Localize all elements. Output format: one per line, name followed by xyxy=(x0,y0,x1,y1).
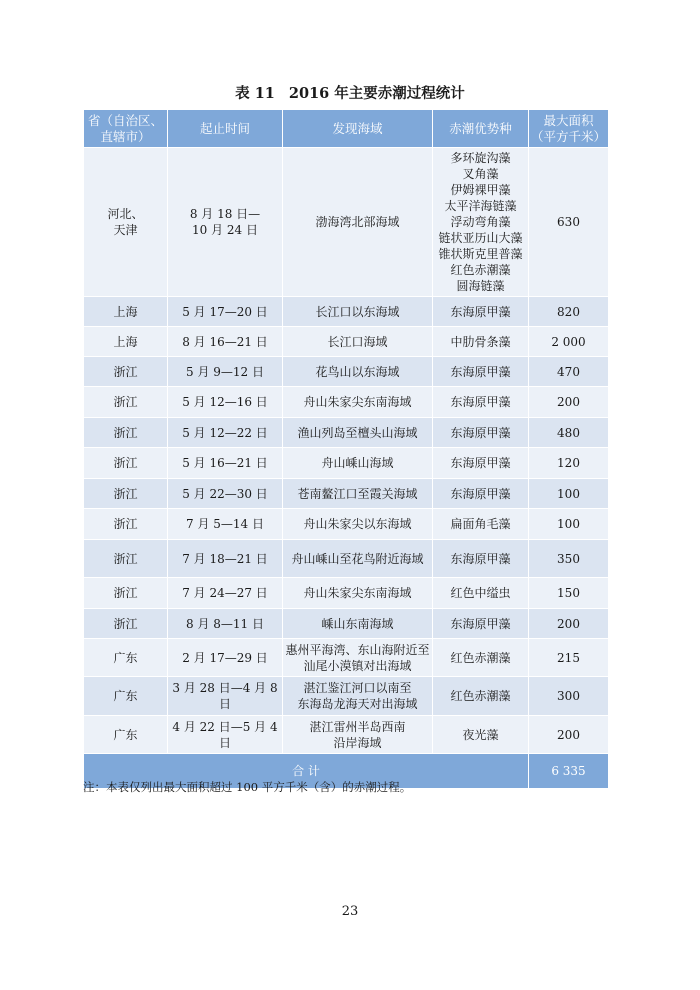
cell-period: 5 月 9—12 日 xyxy=(168,357,283,387)
header-period: 起止时间 xyxy=(168,110,283,148)
cell-province: 浙江 xyxy=(84,609,168,639)
cell-species: 东海原甲藻 xyxy=(433,479,529,509)
cell-area: 舟山嵊山至花鸟附近海域 xyxy=(283,540,433,578)
cell-province: 广东 xyxy=(84,716,168,754)
cell-species: 夜光藻 xyxy=(433,716,529,754)
cell-max-area: 200 xyxy=(529,387,609,418)
cell-area: 惠州平海湾、东山海附近至 汕尾小漠镇对出海域 xyxy=(283,639,433,677)
header-max-area: 最大面积 （平方千米） xyxy=(529,110,609,148)
table-row xyxy=(84,327,609,357)
table-row xyxy=(84,357,609,387)
cell-max-area: 350 xyxy=(529,540,609,578)
cell-max-area: 2 000 xyxy=(529,327,609,357)
cell-species: 中肋骨条藻 xyxy=(433,327,529,357)
cell-species: 东海原甲藻 xyxy=(433,448,529,479)
table-title xyxy=(0,82,700,103)
red-tide-table xyxy=(83,109,609,789)
cell-max-area: 630 xyxy=(529,148,609,297)
cell-period: 7 月 24—27 日 xyxy=(168,578,283,609)
cell-species: 多环旋沟藻 叉角藻 伊姆裸甲藻 太平洋海链藻 浮动弯角藻 链状亚历山大藻 锥状斯克里普藻 红色赤潮藻 圆海链藻 xyxy=(433,148,529,297)
cell-province: 河北、 天津 xyxy=(84,148,168,297)
cell-period: 7 月 5—14 日 xyxy=(168,509,283,540)
table-row xyxy=(84,639,609,677)
cell-area: 长江口以东海域 xyxy=(283,297,433,327)
cell-species: 扁面角毛藻 xyxy=(433,509,529,540)
cell-area: 湛江鉴江河口以南至 东海岛龙海天对出海域 xyxy=(283,677,433,716)
table-row xyxy=(84,297,609,327)
cell-species: 红色赤潮藻 xyxy=(433,677,529,716)
total-label: 合 计 xyxy=(84,754,529,789)
cell-area: 舟山嵊山海域 xyxy=(283,448,433,479)
cell-max-area: 200 xyxy=(529,609,609,639)
cell-species: 东海原甲藻 xyxy=(433,387,529,418)
cell-province: 浙江 xyxy=(84,509,168,540)
cell-max-area: 480 xyxy=(529,418,609,448)
cell-province: 广东 xyxy=(84,677,168,716)
cell-province: 浙江 xyxy=(84,578,168,609)
table-title-text: 2016 年主要赤潮过程统计 xyxy=(288,85,465,102)
cell-species: 东海原甲藻 xyxy=(433,540,529,578)
cell-province: 浙江 xyxy=(84,448,168,479)
cell-period: 2 月 17—29 日 xyxy=(168,639,283,677)
cell-area: 舟山朱家尖东南海域 xyxy=(283,578,433,609)
cell-period: 5 月 22—30 日 xyxy=(168,479,283,509)
cell-max-area: 100 xyxy=(529,509,609,540)
cell-area: 舟山朱家尖以东海域 xyxy=(283,509,433,540)
cell-species: 红色赤潮藻 xyxy=(433,639,529,677)
table-row xyxy=(84,677,609,716)
header-species: 赤潮优势种 xyxy=(433,110,529,148)
cell-max-area: 150 xyxy=(529,578,609,609)
cell-species: 东海原甲藻 xyxy=(433,418,529,448)
cell-area: 湛江雷州半岛西南 沿岸海域 xyxy=(283,716,433,754)
cell-max-area: 820 xyxy=(529,297,609,327)
cell-area: 嵊山东南海域 xyxy=(283,609,433,639)
table-row xyxy=(84,418,609,448)
header-province: 省（自治区、 直辖市） xyxy=(84,110,168,148)
cell-province: 浙江 xyxy=(84,418,168,448)
cell-max-area: 300 xyxy=(529,677,609,716)
cell-period: 8 月 8—11 日 xyxy=(168,609,283,639)
cell-period: 5 月 17—20 日 xyxy=(168,297,283,327)
cell-area: 长江口海域 xyxy=(283,327,433,357)
cell-province: 浙江 xyxy=(84,387,168,418)
cell-max-area: 100 xyxy=(529,479,609,509)
cell-area: 渤海湾北部海域 xyxy=(283,148,433,297)
cell-province: 上海 xyxy=(84,297,168,327)
table-footnote: 注：本表仅列出最大面积超过 100 平方千米（含）的赤潮过程。 xyxy=(83,780,412,794)
cell-max-area: 470 xyxy=(529,357,609,387)
header-row xyxy=(84,110,609,148)
cell-period: 4 月 22 日—5 月 4 日 xyxy=(168,716,283,754)
table-row xyxy=(84,609,609,639)
cell-period: 5 月 16—21 日 xyxy=(168,448,283,479)
page-number: 23 xyxy=(341,904,359,919)
cell-species: 红色中缢虫 xyxy=(433,578,529,609)
cell-area: 舟山朱家尖东南海域 xyxy=(283,387,433,418)
cell-province: 浙江 xyxy=(84,479,168,509)
table-row xyxy=(84,148,609,297)
cell-period: 7 月 18—21 日 xyxy=(168,540,283,578)
table-row xyxy=(84,509,609,540)
table-row xyxy=(84,387,609,418)
cell-province: 上海 xyxy=(84,327,168,357)
cell-species: 东海原甲藻 xyxy=(433,297,529,327)
cell-area: 渔山列岛至檀头山海域 xyxy=(283,418,433,448)
cell-province: 浙江 xyxy=(84,357,168,387)
cell-area: 苍南鳌江口至霞关海域 xyxy=(283,479,433,509)
table-row xyxy=(84,716,609,754)
header-area: 发现海域 xyxy=(283,110,433,148)
cell-province: 浙江 xyxy=(84,540,168,578)
cell-max-area: 120 xyxy=(529,448,609,479)
table-row xyxy=(84,448,609,479)
cell-period: 5 月 12—22 日 xyxy=(168,418,283,448)
cell-max-area: 200 xyxy=(529,716,609,754)
table-number: 表 11 xyxy=(235,85,275,102)
cell-max-area: 215 xyxy=(529,639,609,677)
cell-period: 8 月 16—21 日 xyxy=(168,327,283,357)
cell-species: 东海原甲藻 xyxy=(433,357,529,387)
total-value: 6 335 xyxy=(529,754,609,789)
table-row xyxy=(84,540,609,578)
table-row xyxy=(84,578,609,609)
cell-period: 5 月 12—16 日 xyxy=(168,387,283,418)
cell-area: 花鸟山以东海域 xyxy=(283,357,433,387)
cell-species: 东海原甲藻 xyxy=(433,609,529,639)
cell-province: 广东 xyxy=(84,639,168,677)
cell-period: 8 月 18 日— 10 月 24 日 xyxy=(168,148,283,297)
cell-period: 3 月 28 日—4 月 8 日 xyxy=(168,677,283,716)
table-row xyxy=(84,479,609,509)
